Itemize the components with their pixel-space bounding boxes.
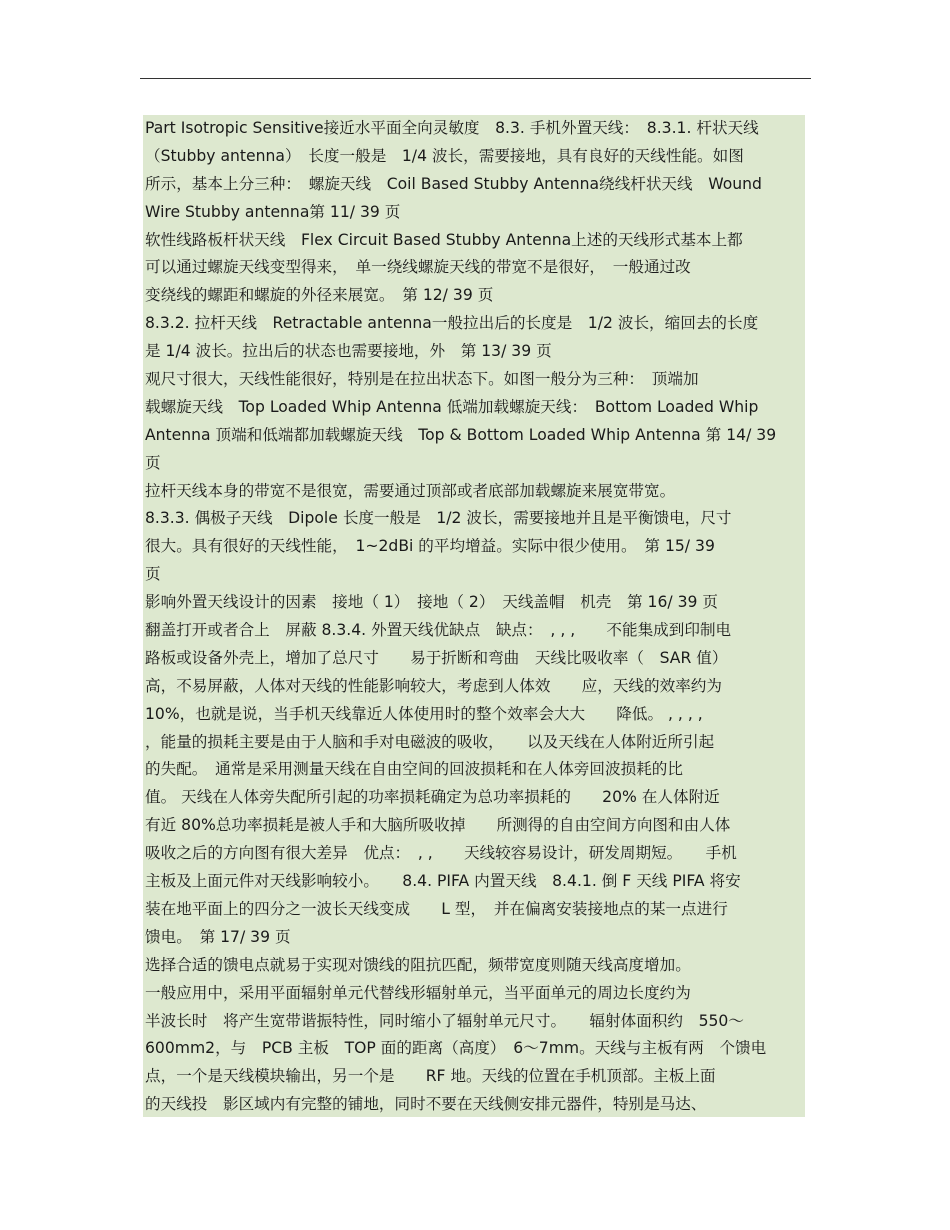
- text-line: 是 1/4 波长。拉出后的状态也需要接地，外 第 13/ 39 页: [145, 342, 552, 361]
- text-line: 可以通过螺旋天线变型得来， 单一绕线螺旋天线的带宽不是很好， 一般通过改: [145, 258, 691, 277]
- text-line: 路板或设备外壳上，增加了总尺寸 易于折断和弯曲 天线比吸收率（ SAR 值）: [145, 648, 728, 667]
- text-line: 观尺寸很大，天线性能很好，特别是在拉出状态下。如图一般分为三种： 顶端加: [145, 370, 699, 389]
- text-line: ，能量的损耗主要是由于人脑和手对电磁波的吸收， 以及天线在人体附近所引起: [145, 732, 715, 751]
- text-line: 软性线路板杆状天线 Flex Circuit Based Stubby Antenna上述的天线形式基本上都: [145, 230, 743, 249]
- text-line: Part Isotropic Sensitive接近水平面全向灵敏度 8.3. 手机外置天线： 8.3.1. 杆状天线: [145, 119, 759, 137]
- text-line: （Stubby antenna） 长度一般是 1/4 波长，需要接地，具有良好的天线性能。如图: [145, 146, 744, 165]
- text-line: 的失配。 通常是采用测量天线在自由空间的回波损耗和在人体旁回波损耗的比: [145, 760, 683, 779]
- text-line: 半波长时 将产生宽带谐振特性，同时缩小了辐射单元尺寸。 辐射体面积约 550～: [145, 1011, 744, 1030]
- text-line: 选择合适的馈电点就易于实现对馈线的阻抗匹配，频带宽度则随天线高度增加。: [145, 955, 691, 974]
- text-body: [143, 115, 805, 1117]
- text-line: 所示，基本上分三种： 螺旋天线 Coil Based Stubby Antenna绕线杆状天线 Wound: [145, 174, 762, 193]
- text-line: Wire Stubby antenna第 11/ 39 页: [145, 202, 401, 221]
- text-line: 影响外置天线设计的因素 接地（ 1） 接地（ 2） 天线盖帽 机壳 第 16/ 39 页: [145, 593, 718, 612]
- text-line: 主板及上面元件对天线影响较小。 8.4. PIFA 内置天线 8.4.1. 倒 F 天线 PIFA 将安: [145, 872, 741, 891]
- text-line: 值。 天线在人体旁失配所引起的功率损耗确定为总功率损耗的 20% 在人体附近: [145, 788, 720, 807]
- text-line: 8.3.3. 偶极子天线 Dipole 长度一般是 1/2 波长，需要接地并且是平衡馈电，尺寸: [145, 509, 732, 528]
- text-line: 翻盖打开或者合上 屏蔽 8.3.4. 外置天线优缺点 缺点： , , , 不能集成到印制电: [145, 621, 732, 640]
- text-line: 拉杆天线本身的带宽不是很宽，需要通过顶部或者底部加载螺旋来展宽带宽。: [145, 481, 676, 500]
- text-line: 吸收之后的方向图有很大差异 优点： , , 天线较容易设计，研发周期短。 手机: [145, 844, 737, 863]
- text-line: 有近 80%总功率损耗是被人手和大脑所吸收掉 所测得的自由空间方向图和由人体: [145, 816, 731, 835]
- text-line: 10%，也就是说，当手机天线靠近人体使用时的整个效率会大大 降低。 , , , ,: [145, 704, 703, 723]
- text-line: 装在地平面上的四分之一波长天线变成 L 型， 并在偏离安装接地点的某一点进行: [145, 899, 728, 918]
- text-line: 变绕线的螺距和螺旋的外径来展宽。 第 12/ 39 页: [145, 286, 494, 305]
- text-line: 馈电。 第 17/ 39 页: [145, 927, 291, 946]
- text-line: 点，一个是天线模块输出，另一个是 RF 地。天线的位置在手机顶部。主板上面: [145, 1067, 716, 1086]
- text-line: 很大。具有很好的天线性能， 1~2dBi 的平均增益。实际中很少使用。 第 15/ 39: [145, 537, 715, 556]
- text-line: 页: [145, 453, 161, 472]
- text-line: 载螺旋天线 Top Loaded Whip Antenna 低端加载螺旋天线： Bottom Loaded Whip: [145, 397, 759, 416]
- text-line: 一般应用中，采用平面辐射单元代替线形辐射单元，当平面单元的周边长度约为: [145, 983, 691, 1002]
- text-line: 高，不易屏蔽，人体对天线的性能影响较大，考虑到人体效 应，天线的效率约为: [145, 676, 722, 695]
- text-line: 600mm2，与 PCB 主板 TOP 面的距离（高度） 6～7mm。天线与主板有两 个馈电: [145, 1039, 767, 1058]
- text-line: 页: [145, 565, 161, 584]
- text-line: 的天线投 影区域内有完整的铺地，同时不要在天线侧安排元器件，特别是马达、: [145, 1095, 707, 1114]
- page-header-rule: [140, 78, 811, 79]
- text-line: Antenna 顶端和低端都加载螺旋天线 Top & Bottom Loaded Whip Antenna 第 14/ 39: [145, 425, 777, 444]
- text-line: 8.3.2. 拉杆天线 Retractable antenna一般拉出后的长度是 1/2 波长，缩回去的长度: [145, 314, 759, 333]
